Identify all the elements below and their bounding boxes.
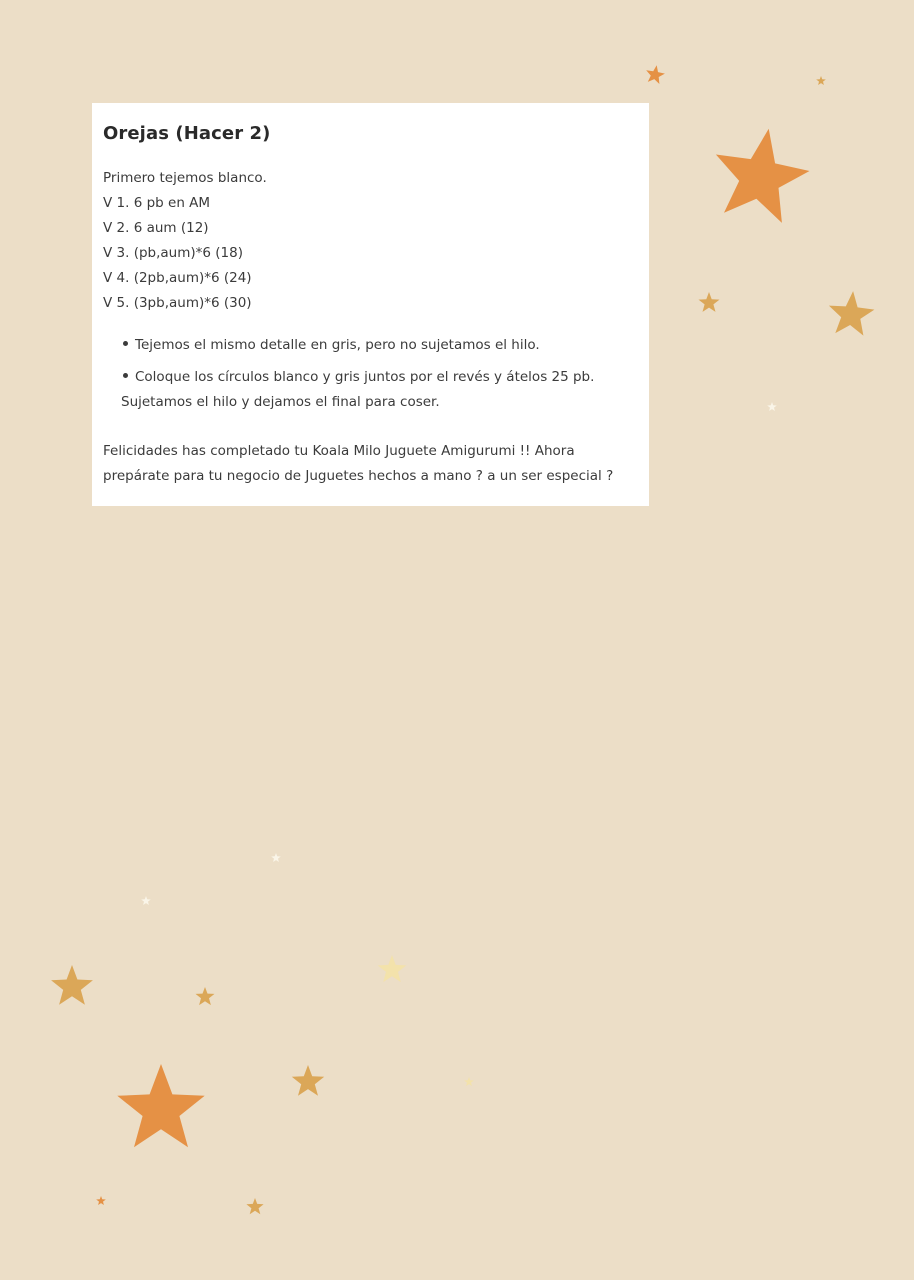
round-line: V 4. (2pb,aum)*6 (24) <box>103 270 252 286</box>
instruction-text: Coloque los círculos blanco y gris juntos por el revés y átelos 25 pb. Sujetamos el hilo y dejamos el final para coser. <box>121 369 595 410</box>
closing-paragraph: Felicidades has completado tu Koala Milo Juguete Amigurumi !! Ahora prepárate para tu negocio de Juguetes hechos a mano ? a un ser especial ? <box>103 443 614 484</box>
star-icon <box>246 1198 263 1214</box>
star-icon <box>51 965 93 1005</box>
star-icon <box>96 1196 106 1205</box>
star-icon <box>829 291 875 336</box>
star-icon <box>196 987 215 1005</box>
intro-line: Primero tejemos blanco. <box>103 170 267 186</box>
star-icon <box>271 853 281 862</box>
star-icon <box>464 1077 474 1086</box>
star-icon <box>646 65 665 84</box>
instruction-text: Tejemos el mismo detalle en gris, pero no sujetamos el hilo. <box>135 337 540 353</box>
star-icon <box>716 129 810 223</box>
star-icon <box>141 896 151 905</box>
section-title: Orejas (Hacer 2) <box>103 123 271 144</box>
round-line: V 5. (3pb,aum)*6 (30) <box>103 295 252 311</box>
star-icon <box>292 1065 324 1096</box>
star-icon <box>767 402 777 411</box>
round-line: V 1. 6 pb en AM <box>103 195 211 211</box>
round-line: V 2. 6 aum (12) <box>103 220 209 236</box>
star-icon <box>816 76 826 85</box>
star-icon <box>378 955 407 982</box>
round-line: V 3. (pb,aum)*6 (18) <box>103 245 243 261</box>
star-icon <box>699 292 720 312</box>
star-icon <box>117 1064 204 1147</box>
